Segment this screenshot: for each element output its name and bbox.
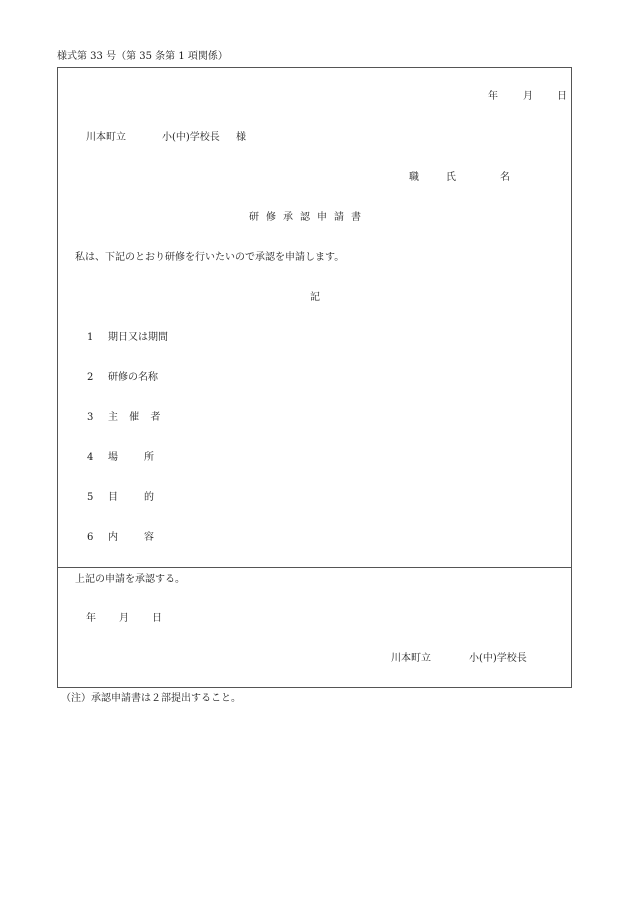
item-number: 3 — [87, 412, 94, 423]
footer-note: （注）承認申請書は２部提出すること。 — [61, 693, 241, 704]
ki-heading: 記 — [310, 292, 320, 303]
item-number: 1 — [87, 332, 94, 343]
item-number: 5 — [87, 492, 94, 503]
document-title: 研修承認申請書 — [249, 212, 368, 223]
application-date-month: 月 — [523, 91, 533, 102]
addressee-honorific: 様 — [236, 132, 246, 143]
application-date-day: 日 — [557, 91, 567, 102]
applicant-post-label: 職 — [409, 172, 419, 183]
item-label: 主 催 者 — [108, 412, 165, 423]
approval-statement: 上記の申請を承認する。 — [75, 574, 185, 585]
item-number: 2 — [87, 372, 94, 383]
item-number: 6 — [87, 532, 94, 543]
item-label: 期日又は期間 — [108, 332, 168, 343]
applicant-name-label-2: 名 — [500, 172, 510, 183]
applicant-name-label-1: 氏 — [446, 172, 456, 183]
addressee-school: 小(中)学校長 — [162, 132, 220, 143]
item-label: 場 所 — [108, 452, 156, 463]
item-number: 4 — [87, 452, 94, 463]
application-date-year: 年 — [488, 91, 498, 102]
approval-section-divider — [57, 567, 572, 568]
item-label: 研修の名称 — [108, 372, 158, 383]
form-number: 様式第 33 号（第 35 条第 1 項関係） — [57, 51, 228, 62]
approval-date-day: 日 — [152, 613, 162, 624]
approval-date-month: 月 — [119, 613, 129, 624]
signer-town: 川本町立 — [391, 653, 431, 664]
signer-school: 小(中)学校長 — [469, 653, 527, 664]
approval-date-year: 年 — [86, 613, 96, 624]
application-statement: 私は、下記のとおり研修を行いたいので承認を申請します。 — [75, 252, 345, 263]
item-label: 目 的 — [108, 492, 156, 503]
addressee-town: 川本町立 — [86, 132, 126, 143]
item-label: 内 容 — [108, 532, 156, 543]
